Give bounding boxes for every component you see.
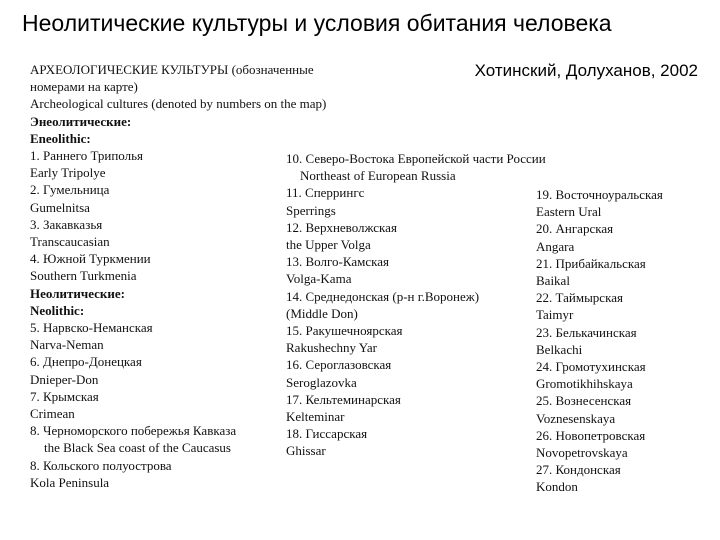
culture-name-en: Belkachi [536,341,583,357]
culture-name-en: Angara [536,238,575,254]
culture-name-ru: 16. Сероглазовская [286,357,392,373]
slide-title: Неолитические культуры и условия обитания человека [22,10,612,36]
culture-name-ru: 10. Северо-Востока Европейской части России [286,151,546,166]
culture-name-ru: 12. Верхневолжская [286,219,397,235]
culture-name-ru: 11. Сперрингс [286,185,365,201]
culture-name-en: Early Tripolye [30,165,106,181]
culture-name-ru: 20. Ангарская [536,221,614,237]
culture-name-ru: 4. Южной Туркмении [30,251,151,267]
culture-name-ru: 26. Новопетровская [536,427,646,443]
culture-name-ru: 19. Восточноуральская [536,187,663,202]
culture-name-ru: 23. Белькачинская [536,324,637,340]
culture-name-en: Gumelnitsa [30,199,90,215]
culture-name-en: Seroglazovka [286,374,357,390]
culture-name-en: Gromotikhihskaya [536,376,633,392]
culture-name-en: Volga-Kama [286,271,352,287]
culture-name-en: Narva-Neman [30,337,104,353]
culture-name-ru: 3. Закавказья [30,216,103,232]
culture-name-en: Baikal [536,273,570,289]
source-citation: Хотинский, Долуханов, 2002 [474,61,698,80]
culture-name-en: Rakushechny Yar [286,340,377,356]
culture-name-en: Transcaucasian [30,234,110,250]
culture-name-ru: 17. Кельтеминарская [286,391,401,407]
culture-name-en: Kondon [536,479,578,495]
culture-name-en: the Black Sea coast of the Caucasus [44,440,231,456]
culture-name-en: Taimyr [536,307,574,323]
culture-name-en: Voznesenskaya [536,410,616,426]
culture-name-ru: 2. Гумельница [30,182,110,198]
culture-name-ru: 18. Гиссарская [286,426,368,442]
culture-name-ru: 22. Таймырская [536,290,623,306]
culture-name-en: Northeast of European Russia [300,168,456,184]
culture-name-ru: 14. Среднедонская (р-н г.Воронеж) [286,288,480,304]
culture-name-en: Novopetrovskaya [536,445,628,461]
culture-name-en: Southern Turkmenia [30,268,137,284]
culture-name-ru: 8. Черноморского побережья Кавказа [30,423,237,439]
legend-column-1 [30,61,326,491]
header-line: номерами на карте) [30,79,138,95]
header-line: Archeological cultures (denoted by numbers on the map) [30,96,327,112]
culture-name-en: Ghissar [286,443,326,459]
section-heading-neolithic-en: Neolithic: [30,302,85,318]
culture-name-en: (Middle Don) [286,305,358,321]
culture-name-ru: 1. Раннего Триполья [30,148,144,164]
culture-name-en: Eastern Ural [536,204,602,220]
culture-name-ru: 27. Кондонская [536,462,621,478]
culture-name-en: Kola Peninsula [30,474,110,490]
section-heading-eneolithic-en: Eneolithic: [30,130,91,146]
culture-name-ru: 24. Громотухинская [536,359,646,375]
header-line: АРХЕОЛОГИЧЕСКИЕ КУЛЬТУРЫ (обозначенные [30,62,314,77]
section-heading-neolithic-ru: Неолитические: [30,285,125,301]
culture-name-en: Dnieper-Don [30,371,99,387]
culture-name-ru: 6. Днепро-Донецкая [30,354,142,370]
section-heading-eneolithic-ru: Энеолитические: [30,113,132,129]
culture-name-ru: 7. Крымская [30,388,99,404]
legend-column-2 [286,150,546,460]
culture-name-ru: 5. Нарвско-Неманская [30,320,153,336]
culture-name-ru: 8. Кольского полуострова [30,457,172,473]
culture-name-en: Kelteminar [286,409,345,425]
culture-name-en: Sperrings [286,202,336,218]
culture-name-ru: 15. Ракушечноярская [286,323,403,339]
culture-name-ru: 25. Вознесенская [536,393,632,409]
culture-name-en: Crimean [30,406,75,422]
culture-name-en: the Upper Volga [286,237,371,253]
culture-name-ru: 21. Прибайкальская [536,255,646,271]
culture-name-ru: 13. Волго-Камская [286,254,389,270]
legend-column-3 [536,186,663,496]
